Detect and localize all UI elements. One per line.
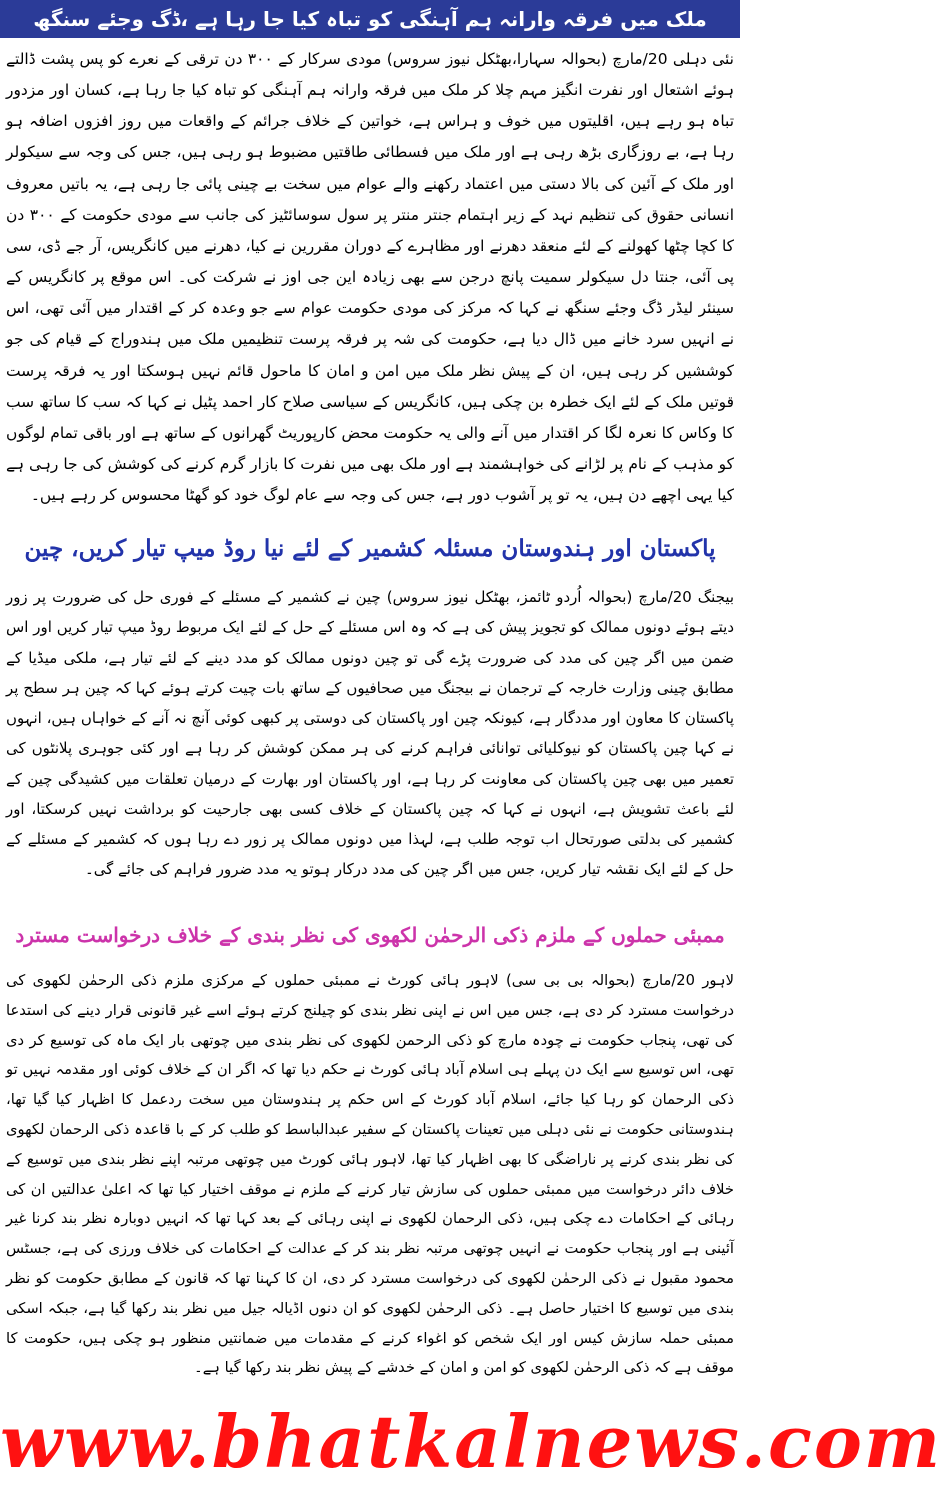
article-2-body: بیجنگ 20/مارچ (بحوالہ اُردو ٹائمز، بھٹکل نیوز سروس) چین نے کشمیر کے مسئلے کے فوری حل کی ضرورت پر زور دیتے ہوئے دونوں ممالک کو تجویز پیش کی ہے کہ وہ اس مسئلے کے حل کے لئے ایک مربوط روڈ میپ تیار کریں اور اس ضمن میں اگر چین کی مدد کی ضرورت پڑے گی تو چین دونوں ممالک کو مدد دینے کے لئے تیار ہے، ملکی میڈیا کے مطابق چینی وزارت خارجہ کے ترجمان نے بیجنگ میں صحافیوں کے ساتھ بات چیت کرتے ہوئے کہا کہ چین ہر سطح پر پاکستان کا معاون اور مددگار ہے، کیونکہ چین اور پاکستان کی دوستی پر کبھی کوئی آنچ نہ آنے کے خواہاں ہیں، انہوں نے کہا چین پاکستان کو نیوکلیائی توانائی فراہم کرنے کی ہر ممکن کوشش کر رہا ہے اور کئی جوہری پلانٹوں کی تعمیر میں بھی چین پاکستان کی معاونت کر رہا ہے، اور پاکستان اور بھارت کے درمیان تعلقات میں کشیدگی چین کے لئے باعث تشویش ہے، انہوں نے کہا کہ چین پاکستان کے خلاف کسی بھی جارحیت کو برداشت نہیں کرسکتا، اور کشمیر کی بدلتی صورتحال اب توجہ طلب ہے، لہذا میں دونوں ممالک پر زور دے رہا ہوں کہ کشمیر کے مسئلے کے حل کے لئے ایک نقشہ تیار کریں، جس میں اگر چین کی مدد درکار ہوتو یہ مدد ضرور فراہم کی جائے گی۔: [6, 588, 734, 879]
article-1: [6, 44, 734, 511]
article-1-body: نئی دہلی 20/مارچ (بحوالہ سہارا،بھٹکل نیوز سروس) مودی سرکار کے ۳۰۰ دن ترقی کے نعرے کو پس پشت ڈالتے ہوئے اشتعال اور نفرت انگیز مہم چلا کر ملک میں فرقہ وارانہ ہم آہنگی کو تباہ کیا جا رہا ہے، کسان اور مزدور تباہ ہو رہے ہیں، اقلیتوں میں خوف و ہراس ہے، خواتین کے خلاف جرائم کے واقعات میں روز افزوں اضافہ ہو رہا ہے، بے روزگاری بڑھ رہی ہے اور ملک میں فسطائی طاقتیں مضبوط ہو رہی ہیں، جس کی وجہ سے سیکولر اور ملک کے آئین کی بالا دستی میں اعتماد رکھنے والے عوام میں سخت بے چینی پائی جا رہی ہے، یہ باتیں معروف انسانی حقوق کی تنظیم نہد کے زیر اہتمام جنتر منتر پر سول سوسائٹیز کی جانب سے مودی حکومت کے ۳۰۰ دن کا کچا چٹھا کھولنے کے لئے منعقد دھرنے اور مظاہرے کے دوران مقررین نے کیا، دھرنے میں کانگریس، آر جے ڈی، سی پی آئی، جنتا دل سیکولر سمیت پانچ درجن سے بھی زیادہ این جی اوز نے شرکت کی۔ اس موقع پر کانگریس کے سینئر لیڈر ڈگ وجئے سنگھ نے کہا کہ مرکز کی مودی حکومت عوام سے جو وعدہ کر کے اقتدار میں آئی تھی، اس نے انہیں سرد خانے میں ڈال دیا ہے، حکومت کی شہ پر فرقہ پرست تنظیمیں ملک میں ہندوراج کے قیام کی جو کوششیں کر رہی ہیں، ان کے پیش نظر ملک میں امن و امان کا ماحول قائم نہیں ہوسکتا اور یہ فرقہ پرست قوتیں ملک کے لئے ایک خطرہ بن چکی ہیں، کانگریس کے سیاسی صلاح کار احمد پٹیل نے کہا کہ سب کا ساتھ سب کا وکاس کا نعرہ لگا کر اقتدار میں آنے والی یہ حکومت محض کارپوریٹ گھرانوں کے ساتھ ہے اور باقی تمام لوگوں کو مذہب کے نام پر لڑانے کی خواہشمند ہے اور ملک بھی میں نفرت کا بازار گرم کرنے کی کوشش کی جا رہی ہے کیا یہی اچھے دن ہیں، یہ تو پر آشوب دور ہے، جس کی وجہ سے عام لوگ خود کو گھٹا محسوس کر رہے ہیں۔: [6, 50, 734, 505]
article-3: [6, 966, 734, 1383]
site-url-watermark: www.bhatkalnews.com: [0, 1399, 942, 1484]
article-3-headline: ممبئی حملوں کے ملزم ذکی الرحمٰن لکھوی کی نظر بندی کے خلاف درخواست مسترد: [15, 923, 725, 947]
main-headline-banner: [0, 0, 740, 38]
main-headline: ملک میں فرقہ وارانہ ہم آہنگی کو تباہ کیا جا رہا ہے ،ڈگ وجئے سنگھ: [33, 7, 707, 31]
article-2-headline: پاکستان اور ہندوستان مسئلہ کشمیر کے لئے نیا روڈ میپ تیار کریں، چین: [24, 535, 716, 562]
article-2: [6, 582, 734, 885]
article-3-body: لاہور 20/مارچ (بحوالہ بی بی سی) لاہور ہائی کورٹ نے ممبئی حملوں کے مرکزی ملزم ذکی الرحمٰن لکھوی کی درخواست مسترد کر دی ہے، جس میں اس نے اپنی نظر بندی کو چیلنج کرتے ہوئے اسے غیر قانونی قرار دینے کی استدعا کی تھی، پنجاب حکومت نے چودہ مارچ کو ذکی الرحمن لکھوی کی نظر بندی میں چوتھی بار ایک ماہ کی توسیع کر دی تھی، اس توسیع سے ایک دن پہلے ہی اسلام آباد ہائی کورٹ نے حکم دیا تھا کہ اگر ان کے خلاف کوئی اور مقدمہ نہیں تو ذکی الرحمان کو رہا کیا جائے، اسلام آباد کورٹ کے اس حکم پر ہندوستان میں سخت ردعمل کا اظہار کیا گیا تھا، ہندوستانی حکومت نے نئی دہلی میں تعینات پاکستان کے سفیر عبدالباسط کو طلب کر کے با قاعدہ ذکی الرحمان لکھوی کی نظر بندی کرنے پر ناراضگی کا بھی اظہار کیا تھا، لاہور ہائی کورٹ میں چوتھی مرتبہ اپنے نظر بندی میں توسیع کے خلاف دائر درخواست میں ممبئی حملوں کی سازش تیار کرنے کے ملزم نے موقف اختیار کیا تھا کہ اعلیٰ عدالتیں ان کی رہائی کے احکامات دے چکی ہیں، ذکی الرحمان لکھوی نے اپنی رہائی کے بعد کہا تھا کہ انہیں دوبارہ نظر بند کرنا غیر آئینی ہے اور پنجاب حکومت نے انہیں چوتھی مرتبہ نظر بند کر کے عدالت کے احکامات کی خلاف ورزی کی ہے، جسٹس محمود مقبول نے ذکی الرحمٰن لکھوی کی درخواست مسترد کر دی، ان کا کہنا تھا کہ قانون کے مطابق حکومت کو نظر بندی میں توسیع کا اختیار حاصل ہے۔ ذکی الرحمٰن لکھوی کو ان دنوں اڈیالہ جیل میں نظر بند رکھا گیا ہے، جبکہ اسکی ممبئی حملہ سازش کیس اور ایک شخص کو اغواء کرنے کے مقدمات میں ضمانتیں منظور ہو چکی ہیں، حکومت کا موقف ہے کہ ذکی الرحمٰن لکھوی کو امن و امان کے خدشے کے پیش نظر بند رکھا گیا ہے۔: [6, 972, 734, 1377]
